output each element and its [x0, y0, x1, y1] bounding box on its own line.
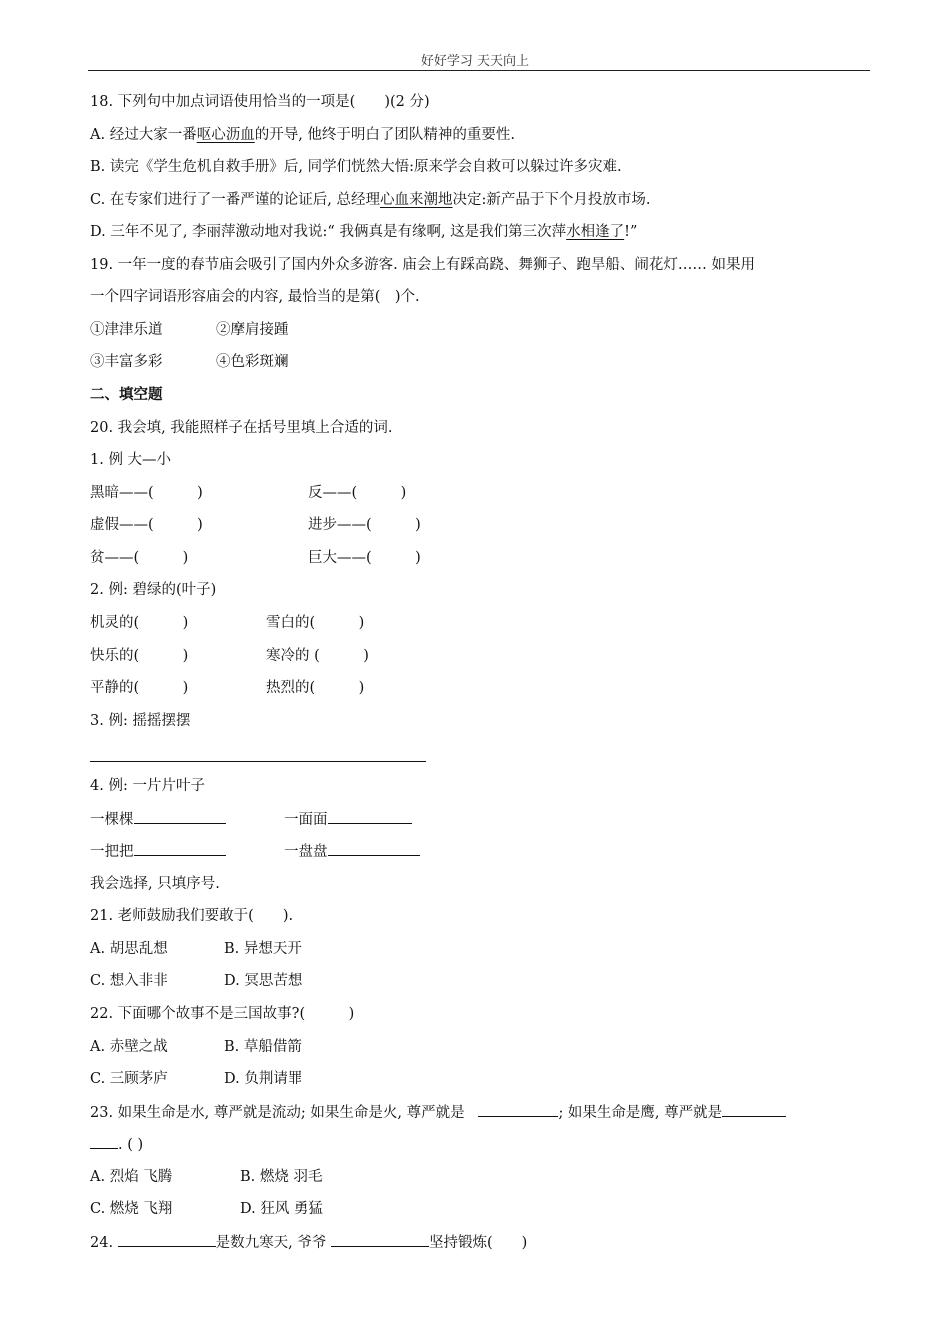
- q21-option-d: D. 冥思苦想: [224, 973, 303, 989]
- q19-stem-line2: 一个四字词语形容庙会的内容, 最恰当的是第( )个.: [90, 289, 420, 305]
- q20-modifier-item: 雪白的( ): [266, 615, 365, 631]
- q20-part4-title: 4. 例: 一片片叶子: [90, 778, 205, 794]
- answer-blank[interactable]: [134, 809, 226, 824]
- q20-antonym-item: 反——( ): [308, 485, 407, 501]
- answer-blank[interactable]: [118, 1232, 216, 1247]
- q20-stem: 20. 我会填, 我能照样子在括号里填上合适的词.: [90, 420, 393, 436]
- q19-option-4: ④色彩斑斓: [216, 354, 289, 370]
- q20-modifier-item: 机灵的( ): [90, 615, 189, 631]
- q18-option-c: C. 在专家们进行了一番严谨的论证后, 总经理心血来潮地决定:新产品于下个月投放市场.: [90, 192, 651, 208]
- q22-option-d: D. 负荆请罪: [224, 1071, 303, 1087]
- q23-option-c: C. 燃烧 飞翔: [90, 1201, 173, 1217]
- q20-modifier-item: 平静的( ): [90, 680, 189, 696]
- q20-quantifier-item: 一盘盘: [284, 841, 420, 862]
- q23-option-a: A. 烈焰 飞腾: [90, 1169, 173, 1185]
- q18-d-term: 水相逢了: [566, 224, 625, 240]
- q22-option-c: C. 三顾茅庐: [90, 1071, 168, 1087]
- q20-antonym-item: 虚假——( ): [90, 517, 203, 533]
- q19-option-2: ②摩肩接踵: [216, 322, 289, 338]
- q20-part1-title: 1. 例 大—小: [90, 452, 172, 468]
- q18-c-term: 心血来潮地: [380, 192, 453, 208]
- q23-stem: 23. 如果生命是水, 尊严就是流动; 如果生命是火, 尊严就是 ; 如果生命是鹰, 尊严就是: [90, 1102, 786, 1123]
- q20-modifier-item: 寒冷的 ( ): [266, 648, 369, 664]
- q22-stem: 22. 下面哪个故事不是三国故事?( ): [90, 1006, 355, 1022]
- q20-antonym-item: 黑暗——( ): [90, 485, 203, 501]
- q18-b-term: 恍然大悟: [351, 159, 410, 175]
- q20-antonym-item: 贫——( ): [90, 550, 189, 566]
- q20-quantifier-item: 一棵棵: [90, 809, 226, 830]
- q20-part3-title: 3. 例: 摇摇摆摆: [90, 713, 191, 729]
- q23-option-b: B. 燃烧 羽毛: [240, 1169, 323, 1185]
- q20-part2-title: 2. 例: 碧绿的(叶子): [90, 582, 217, 598]
- answer-blank[interactable]: [134, 841, 226, 856]
- section-title: 二、填空题: [90, 387, 163, 403]
- q20-antonym-item: 进步——( ): [308, 517, 421, 533]
- q18-stem: 18. 下列句中加点词语使用恰当的一项是( )(2 分): [90, 94, 430, 110]
- answer-blank[interactable]: [90, 1134, 118, 1149]
- q21-option-b: B. 异想天开: [224, 941, 302, 957]
- page-header: 好好学习 天天向上: [420, 54, 530, 69]
- q24-stem: 24. 是数九寒天, 爷爷 坚持锻炼( ): [90, 1232, 527, 1253]
- q20-quantifier-item: 一把把: [90, 841, 226, 862]
- q20-modifier-item: 快乐的( ): [90, 648, 189, 664]
- q20-quantifier-item: 一面面: [284, 809, 412, 830]
- answer-blank[interactable]: [328, 809, 412, 824]
- answer-blank[interactable]: [478, 1102, 558, 1117]
- q20-part3-answer-line[interactable]: [90, 761, 426, 762]
- q22-option-a: A. 赤壁之战: [90, 1039, 168, 1055]
- q23-stem-cont: . ( ): [90, 1134, 143, 1155]
- header-divider: [88, 70, 870, 71]
- q18-option-b: B. 读完《学生危机自救手册》后, 同学们恍然大悟:原来学会自救可以躲过许多灾难.: [90, 159, 622, 175]
- answer-blank[interactable]: [328, 841, 420, 856]
- answer-blank[interactable]: [722, 1102, 786, 1117]
- answer-blank[interactable]: [331, 1232, 429, 1247]
- q19-stem-line1: 19. 一年一度的春节庙会吸引了国内外众多游客. 庙会上有踩高跷、舞狮子、跑旱船、闹花灯…… 如果用: [90, 257, 755, 273]
- q20-modifier-item: 热烈的( ): [266, 680, 365, 696]
- q18-a-term: 呕心沥血: [196, 127, 255, 143]
- q18-option-d: D. 三年不见了, 李丽萍激动地对我说:“ 我俩真是有缘啊, 这是我们第三次萍水相逢了!”: [90, 224, 638, 240]
- q19-option-3: ③丰富多彩: [90, 354, 163, 370]
- choose-instruction: 我会选择, 只填序号.: [90, 876, 220, 892]
- q20-antonym-item: 巨大——( ): [308, 550, 421, 566]
- q22-option-b: B. 草船借箭: [224, 1039, 302, 1055]
- q19-option-1: ①津津乐道: [90, 322, 163, 338]
- q21-option-a: A. 胡思乱想: [90, 941, 168, 957]
- q23-option-d: D. 狂风 勇猛: [240, 1201, 323, 1217]
- q18-option-a: A. 经过大家一番呕心沥血的开导, 他终于明白了团队精神的重要性.: [90, 127, 516, 143]
- q21-option-c: C. 想入非非: [90, 973, 168, 989]
- q21-stem: 21. 老师鼓励我们要敢于( ).: [90, 908, 294, 924]
